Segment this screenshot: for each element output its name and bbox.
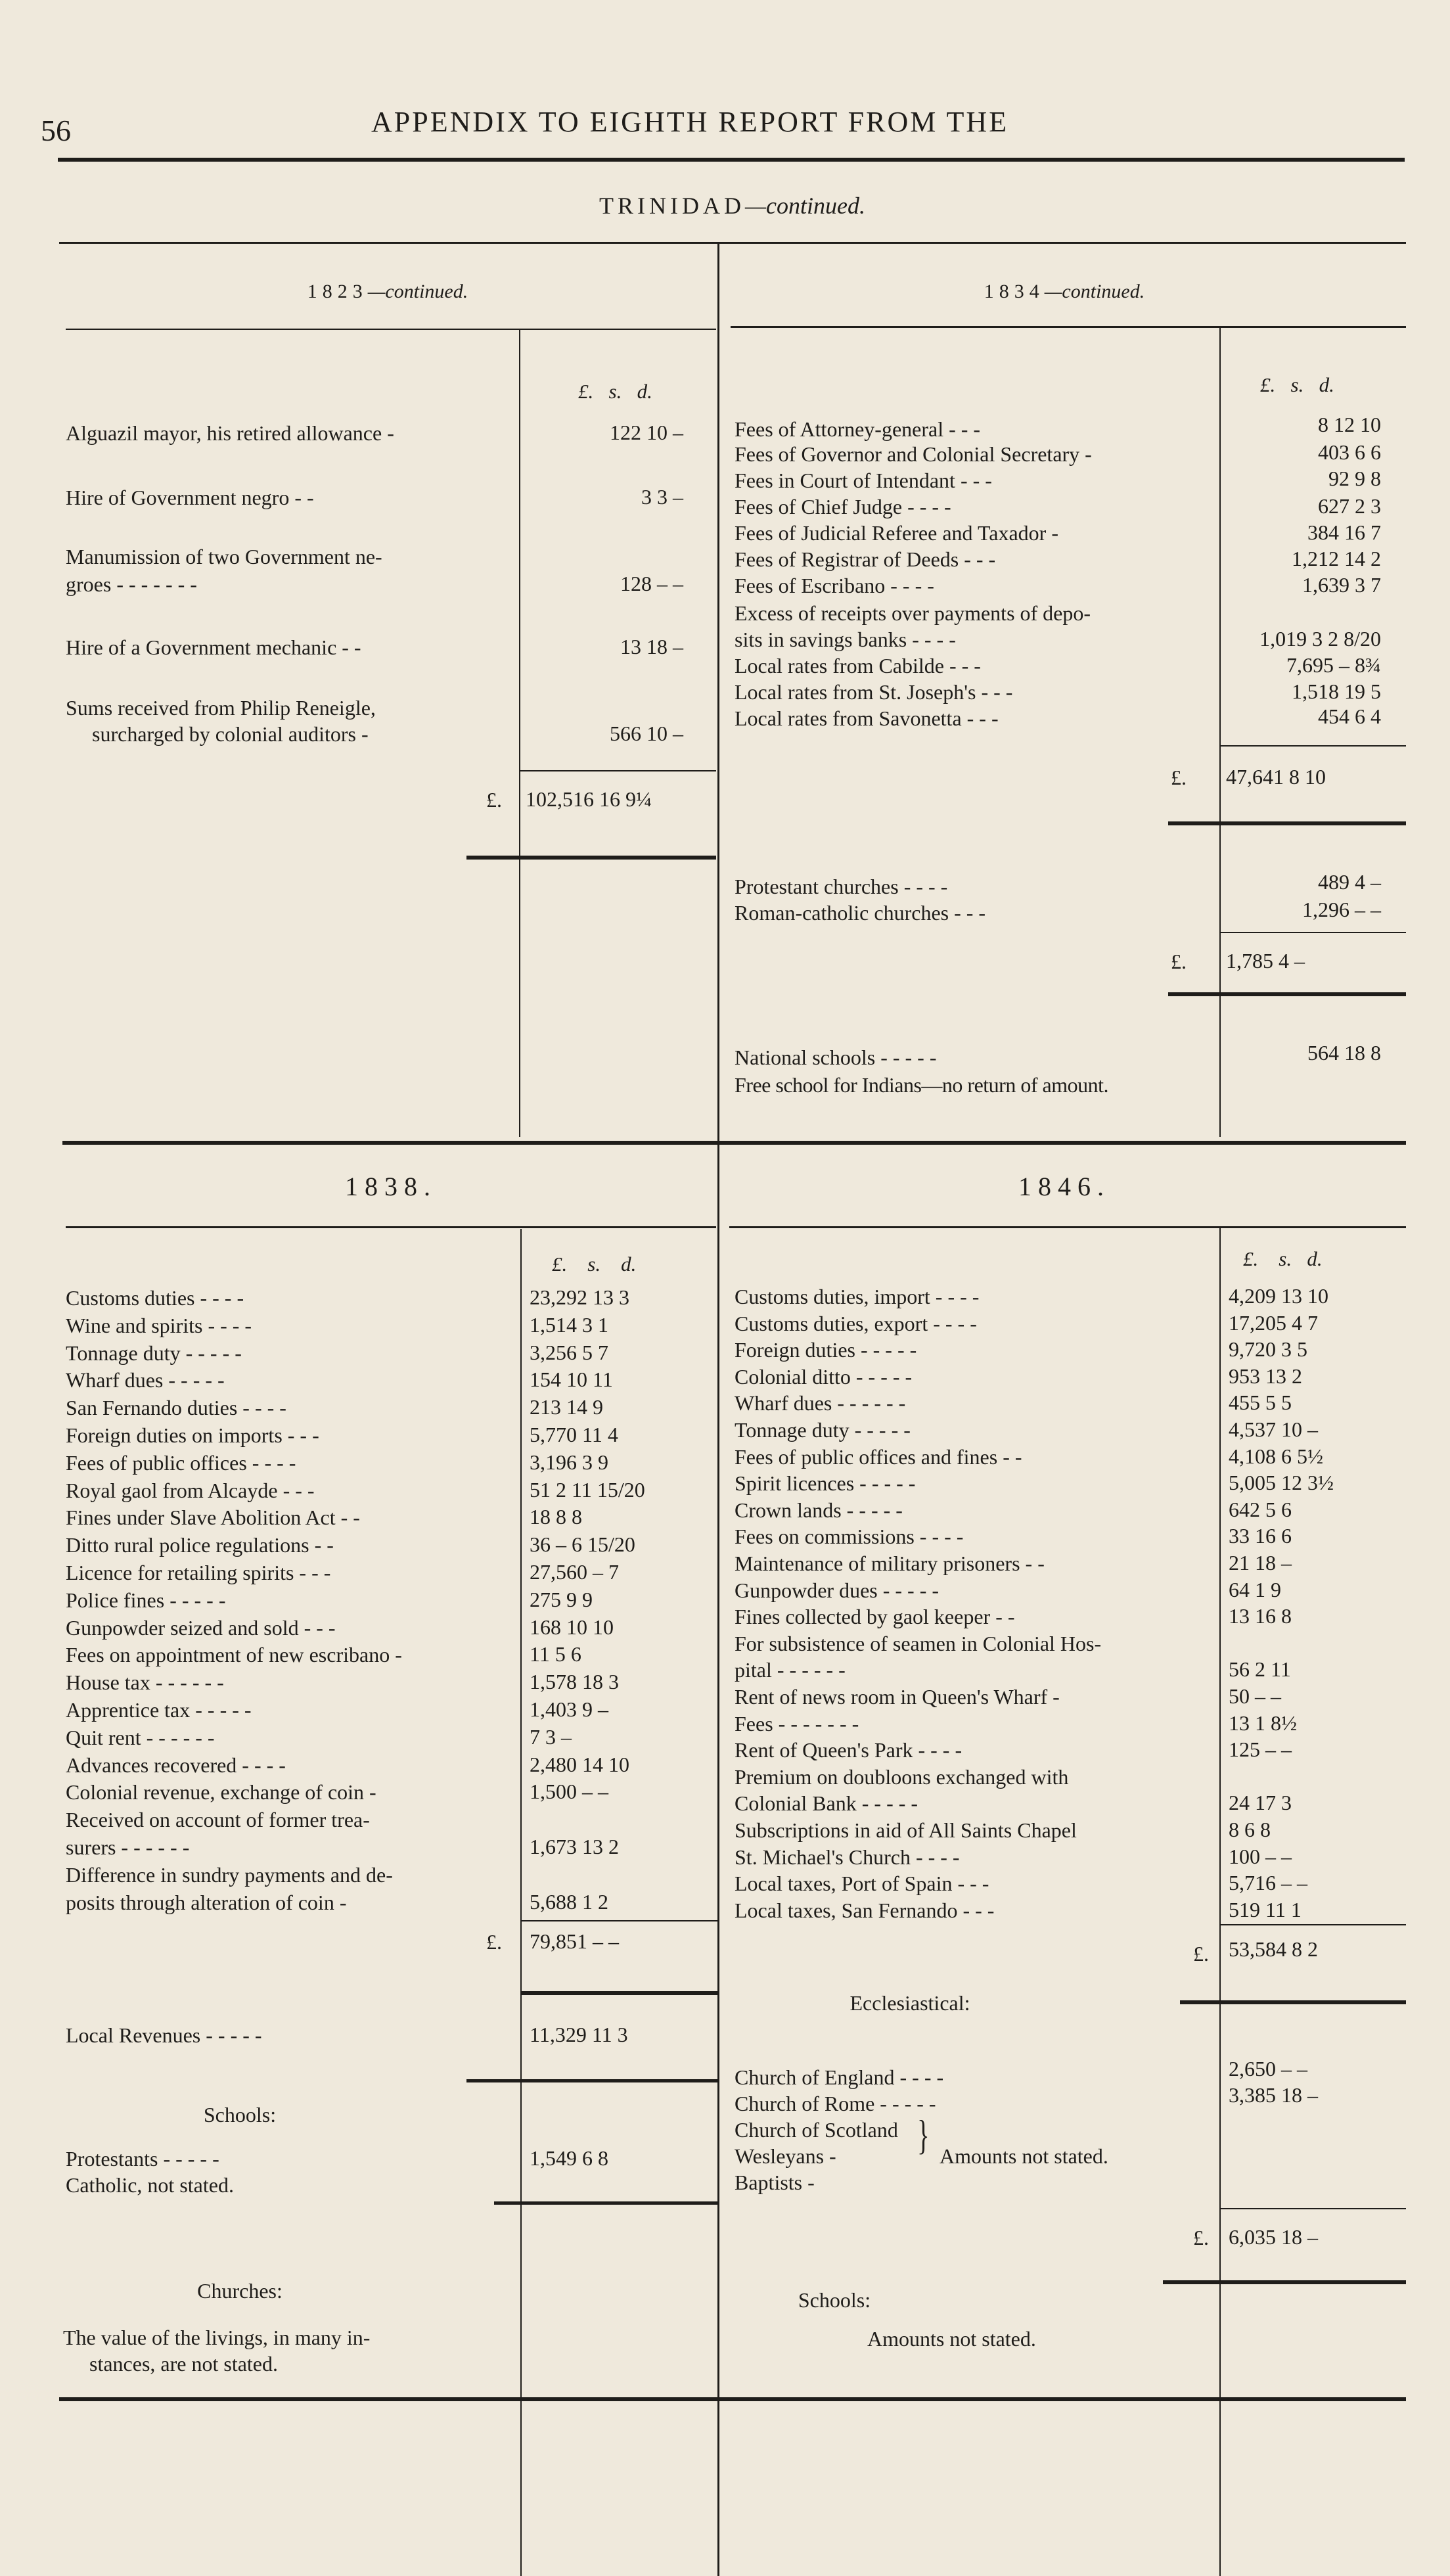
row-label: Rent of news room in Queen's Wharf - [735,1685,1060,1709]
total-amount: 1,785 4 – [1226,949,1305,973]
row-label: Local taxes, Port of Spain - - - [735,1872,989,1896]
page-number: 56 [41,114,71,147]
row-label: Fees of Governor and Colonial Secretary - [735,442,1092,466]
row-amount: 154 10 11 [530,1368,613,1392]
row-amount: 51 2 11 15/20 [530,1477,645,1502]
row-amount: 21 18 – [1229,1551,1292,1575]
row-label: Licence for retailing spirits - - - [66,1561,331,1584]
unstated-church: Church of Scotland [735,2118,898,2142]
row-label: Difference in sundry payments and de- [66,1862,393,1887]
row-amount: 455 5 5 [1229,1391,1292,1415]
row-amount: 627 2 3 [1318,494,1381,518]
row-amount: 56 2 11 [1229,1657,1291,1682]
row-amount: 2,650 – – [1229,2057,1307,2081]
amount-column-rule [1219,327,1221,1137]
amount-column-rule [519,330,520,1137]
row-label: groes - - - - - - - [66,572,197,596]
section-heading-1823: 1823—continued. [307,281,468,302]
row-amount: 1,673 13 2 [530,1835,619,1858]
total-currency: £. [1193,1942,1209,1966]
row-amount: 50 – – [1229,1684,1281,1708]
row-amount: 23,292 13 3 [530,1285,629,1309]
row-amount: 454 6 4 [1318,704,1381,728]
row-label: Fees of Registrar of Deeds - - - [735,547,996,571]
row-label: Advances recovered - - - - [66,1753,286,1777]
row-label: Local taxes, San Fernando - - - [735,1898,995,1922]
currency-header: £. s. d. [1243,1247,1323,1270]
row-amount: 18 8 8 [530,1505,582,1529]
row-amount: 36 – 6 15/20 [530,1532,635,1557]
row-label: Gunpowder seized and sold - - - [66,1615,336,1640]
row-amount: 1,549 6 8 [530,2146,608,2170]
total-double-rule [466,2079,717,2082]
row-amount: 2,480 14 10 [530,1752,629,1776]
row-label: Maintenance of military prisoners - - [735,1552,1045,1575]
row-amount: 11 5 6 [530,1642,581,1667]
total-rule [519,770,716,771]
row-label: Sums received from Philip Reneigle, [66,696,376,720]
row-label: Apprentice tax - - - - - [66,1698,252,1722]
row-amount: 5,005 12 3½ [1229,1471,1334,1495]
row-amount: 17,205 4 7 [1229,1310,1318,1335]
row-label: Rent of Queen's Park - - - - [735,1738,963,1762]
total-amount: 47,641 8 10 [1226,765,1326,789]
ecclesiastical-heading: Ecclesiastical: [850,1991,970,2015]
row-amount: 24 17 3 [1229,1791,1292,1815]
row-amount: 7 3 – [530,1724,572,1749]
row-label: Fees - - - - - - - [735,1711,859,1736]
total-rule [1219,1924,1406,1925]
row-amount: 1,514 3 1 [530,1312,608,1337]
row-amount: 3 3 – [641,485,683,509]
row-amount: 519 11 1 [1229,1897,1302,1921]
row-label: Protestants - - - - - [66,2147,219,2171]
row-amount: 275 9 9 [530,1587,593,1611]
row-amount: 564 18 8 [1307,1041,1381,1065]
churches-note: The value of the livings, in many in- [63,2326,371,2349]
row-amount: 1,639 3 7 [1302,573,1381,597]
row-amount: 92 9 8 [1328,467,1381,490]
section-rule [66,329,716,330]
row-label: Premium on doubloons exchanged with [735,1764,1069,1789]
row-label: Roman-catholic churches - - - [735,901,986,925]
row-label: Excess of receipts over payments of depo- [735,601,1091,625]
row-amount: 8 12 10 [1318,413,1381,436]
total-double-rule [1168,992,1406,996]
row-label: Fees on commissions - - - - [735,1525,964,1549]
row-label: Church of England - - - - [735,2065,944,2089]
row-amount: 1,578 18 3 [530,1670,619,1694]
row-amount: 3,385 18 – [1229,2083,1318,2107]
section-heading-1834: 1834—continued. [984,281,1145,302]
row-amount: 125 – – [1229,1737,1292,1762]
row-amount: 13 16 8 [1229,1604,1292,1628]
unstated-church: Baptists - [735,2171,815,2194]
total-currency: £. [486,788,502,812]
row-label: Ditto rural police regulations - - [66,1533,334,1557]
row-label: Fees of Judicial Referee and Taxador - [735,521,1058,545]
row-label: Royal gaol from Alcayde - - - [66,1478,315,1502]
row-amount: 13 18 – [620,635,683,658]
row-label: Fines collected by gaol keeper - - [735,1605,1015,1629]
row-label: St. Michael's Church - - - - [735,1845,960,1869]
row-amount: 64 1 9 [1229,1577,1281,1601]
row-label: posits through alteration of coin - [66,1890,347,1914]
row-label: Customs duties - - - - [66,1286,244,1310]
row-label: Wharf dues - - - - - - [735,1391,906,1415]
page-title: APPENDIX TO EIGHTH REPORT FROM THE [371,106,1009,138]
row-label: National schools - - - - - [735,1046,937,1069]
currency-header: £. s. d. [578,380,652,403]
row-amount: 5,688 1 2 [530,1889,608,1914]
row-label: Fines under Slave Abolition Act - - [66,1506,360,1530]
subheader-rule [59,242,1406,244]
row-label: Spirit licences - - - - - [735,1471,916,1496]
row-amount: 953 13 2 [1229,1364,1302,1388]
total-currency: £. [1171,950,1187,973]
subheader: TRINIDAD—continued. [599,193,865,219]
row-label: Crown lands - - - - - [735,1498,903,1522]
amount-column-rule [1219,1228,1221,2576]
unstated-church: Wesleyans - [735,2144,836,2168]
total-rule [1219,932,1406,933]
row-label: Fees of Attorney-general - - - [735,417,981,441]
header-rule [58,158,1405,162]
row-amount: 1,296 – – [1302,898,1381,921]
total-double-rule [1168,821,1406,825]
total-amount: 6,035 18 – [1229,2225,1318,2249]
row-label: Tonnage duty - - - - - [735,1418,911,1442]
row-label: Hire of Government negro - - [66,486,314,509]
churches-note: stances, are not stated. [89,2352,278,2376]
total-amount: 102,516 16 9¼ [526,787,652,811]
row-label: surcharged by colonial auditors - [92,722,369,746]
section-heading-1838: 1838. [345,1172,437,1201]
row-amount: 213 14 9 [530,1395,603,1419]
row-amount: 642 5 6 [1229,1497,1292,1521]
row-amount: 4,537 10 – [1229,1417,1318,1441]
row-label: Local rates from Savonetta - - - [735,706,999,730]
row-amount: 27,560 – 7 [530,1560,619,1584]
row-label: Fees of public offices - - - - [66,1450,296,1475]
row-label: Local rates from St. Joseph's - - - [735,680,1013,704]
row-label: Fees in Court of Intendant - - - [735,469,992,492]
row-amount: 100 – – [1229,1844,1292,1868]
row-label: Free school for Indians—no return of amount. [735,1073,1108,1097]
row-label: Quit rent - - - - - - [66,1725,215,1749]
churches-heading: Churches: [197,2279,283,2303]
row-label: Local rates from Cabilde - - - [735,654,981,678]
row-amount: 566 10 – [610,722,683,745]
total-currency: £. [1193,2226,1209,2249]
row-label: Foreign duties - - - - - [735,1338,917,1362]
row-label: Colonial ditto - - - - - [735,1364,913,1389]
row-label: House tax - - - - - - [66,1670,224,1695]
row-amount: 4,108 6 5½ [1229,1444,1323,1468]
row-amount: 1,518 19 5 [1292,679,1381,703]
bottom-rule [59,2397,1406,2401]
row-amount: 403 6 6 [1318,440,1381,464]
brace-icon: } [917,2111,930,2158]
row-label: Catholic, not stated. [66,2173,234,2197]
total-double-rule [494,2201,717,2205]
row-label: Fees of public offices and fines - - [735,1444,1022,1469]
row-label: Gunpowder dues - - - - - [735,1578,940,1602]
total-double-rule [520,1991,717,1995]
section-rule [66,1226,716,1228]
row-amount: 1,500 – – [530,1780,608,1804]
row-amount: 4,209 13 10 [1229,1284,1328,1308]
row-label: Received on account of former trea- [66,1808,370,1832]
unstated-note: Amounts not stated. [940,2144,1108,2168]
row-label: For subsistence of seamen in Colonial Hos- [735,1631,1102,1655]
row-amount: 489 4 – [1318,870,1381,894]
total-currency: £. [486,1930,502,1954]
total-rule [1219,745,1406,747]
row-amount: 1,403 9 – [530,1697,608,1721]
row-label: sits in savings banks - - - - [735,628,956,651]
section-heading-1846: 1846. [1018,1172,1110,1201]
row-amount: 5,716 – – [1229,1871,1307,1895]
schools-heading: Schools: [798,2288,871,2312]
section-rule [731,326,1406,328]
row-label: San Fernando duties - - - - [66,1396,286,1420]
row-amount: 128 – – [620,572,683,595]
row-label: Wharf dues - - - - - [66,1368,225,1392]
row-label: Wine and spirits - - - - [66,1313,252,1337]
row-label: Fees on appointment of new escribano - [66,1643,402,1667]
row-label: Alguazil mayor, his retired allowance - [66,421,394,445]
row-label: Tonnage duty - - - - - [66,1341,242,1365]
row-label: Protestant churches - - - - [735,875,948,898]
currency-header: £. s. d. [552,1253,637,1276]
total-rule [520,1920,717,1921]
row-label: Hire of a Government mechanic - - [66,635,361,659]
section-break-rule [62,1141,1406,1145]
row-amount: 168 10 10 [530,1615,614,1639]
row-amount: 5,770 11 4 [530,1423,618,1446]
row-amount: 9,720 3 5 [1229,1337,1307,1362]
currency-header: £. s. d. [1260,373,1334,396]
row-label: Church of Rome - - - - - [735,2092,936,2115]
schools-note: Amounts not stated. [867,2327,1036,2351]
total-rule [1219,2208,1406,2209]
row-label: Foreign duties on imports - - - [66,1423,319,1447]
total-currency: £. [1171,766,1187,789]
row-label: Fees of Escribano - - - - [735,574,934,597]
total-double-rule [466,856,716,860]
row-amount: 13 1 8½ [1229,1711,1297,1735]
total-amount: 53,584 8 2 [1229,1937,1318,1961]
row-amount: 33 16 6 [1229,1524,1292,1548]
row-label: Colonial Bank - - - - - [735,1791,918,1816]
row-amount: 122 10 – [610,421,683,444]
section-rule [729,1226,1406,1228]
row-label: Colonial revenue, exchange of coin - [66,1780,376,1805]
row-label: Subscriptions in aid of All Saints Chapel [735,1818,1077,1842]
row-label: pital - - - - - - [735,1658,846,1682]
total-double-rule [1163,2280,1406,2284]
local-revenues-amount: 11,329 11 3 [530,2023,628,2046]
row-amount: 1,212 14 2 [1292,547,1381,570]
local-revenues-label: Local Revenues - - - - - [66,2023,262,2047]
row-amount: 3,196 3 9 [530,1450,608,1474]
column-divider [717,243,719,2576]
total-amount: 79,851 – – [530,1929,619,1953]
total-double-rule [1180,2000,1406,2004]
row-amount: 8 6 8 [1229,1818,1271,1841]
row-label: surers - - - - - - [66,1835,190,1859]
row-label: Customs duties, export - - - - [735,1311,977,1335]
schools-heading: Schools: [203,2103,277,2127]
row-label: Manumission of two Government ne- [66,545,382,568]
row-amount: 7,695 – 8¾ [1286,653,1381,677]
amount-column-rule [520,1229,522,2576]
row-amount: 1,019 3 2 8/20 [1259,627,1381,651]
row-label: Police fines - - - - - [66,1588,226,1612]
row-amount: 3,256 5 7 [530,1340,608,1364]
row-label: Fees of Chief Judge - - - - [735,495,951,518]
row-label: Customs duties, import - - - - [735,1285,980,1308]
row-amount: 384 16 7 [1307,520,1381,544]
